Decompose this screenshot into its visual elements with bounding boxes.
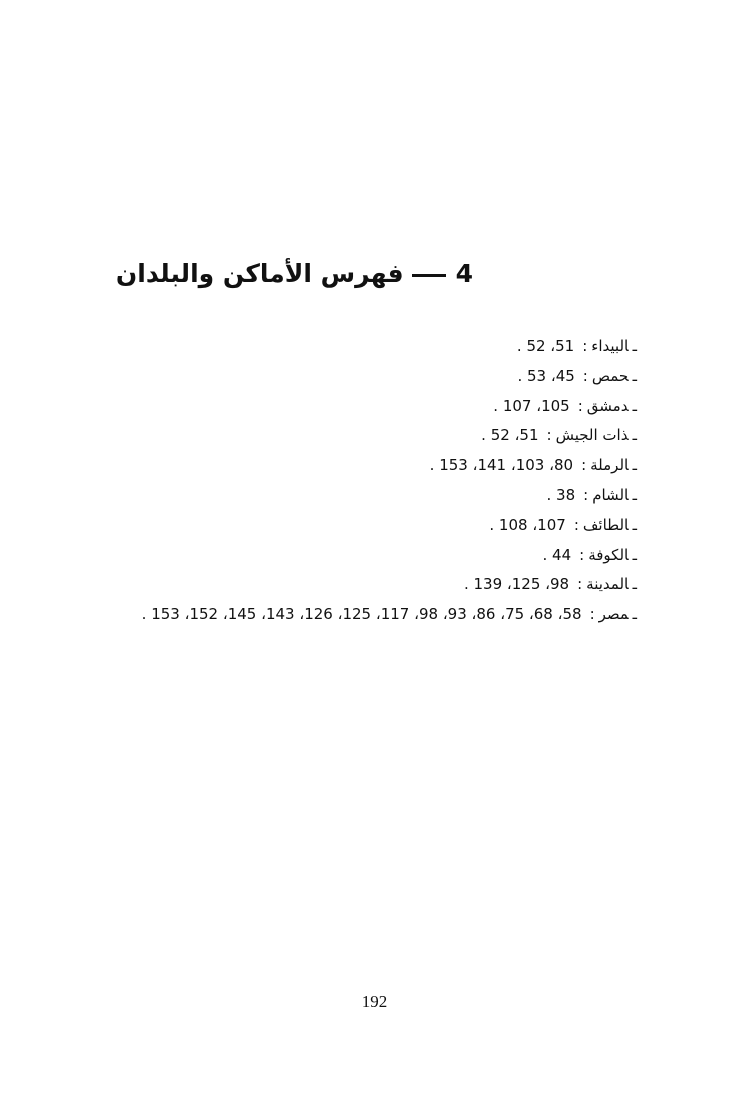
list-item — [142, 421, 637, 451]
entry-pages: 45، 53 . — [517, 366, 575, 385]
entry-bullet: ـ — [632, 545, 637, 564]
entry-pages: 51، 52 . — [481, 426, 539, 445]
entry-colon: : — [582, 337, 588, 355]
list-item — [142, 511, 637, 541]
entry-name: ذات الجيش — [555, 426, 629, 445]
list-item — [142, 332, 637, 362]
entry-pages: 44 . — [542, 545, 572, 564]
entry-pages: 38 . — [546, 485, 576, 504]
entry-name: المدينة — [586, 575, 629, 594]
entry-name: الكوفة — [588, 545, 629, 564]
entry-pages: 51، 52 . — [516, 337, 575, 355]
entry-colon: : — [589, 605, 595, 624]
entry-pages: 58، 68، 75، 86، 93، 98، 117، 125، 126، 143، 145، 152، 153 . — [141, 605, 582, 624]
page-number: 192 — [361, 992, 388, 1011]
list-item — [142, 392, 637, 422]
entry-name: الطائف — [582, 515, 629, 534]
entry-bullet: ـ — [632, 485, 637, 504]
entry-bullet: ـ — [632, 426, 637, 445]
entry-bullet: ـ — [632, 456, 637, 475]
entry-name: الشام — [592, 485, 629, 504]
entry-bullet: ـ — [632, 396, 637, 415]
list-item — [142, 600, 637, 630]
entry-pages: 107، 108 . — [489, 515, 566, 534]
entry-bullet: ـ — [632, 605, 637, 624]
entry-pages: 98، 125، 139 . — [463, 575, 570, 594]
entry-colon: : — [583, 485, 589, 504]
entry-name: الرملة — [590, 456, 629, 475]
entry-name: حمص — [591, 366, 629, 385]
list-item — [142, 481, 637, 511]
entry-name: البيداء — [591, 337, 629, 355]
entry-colon: : — [577, 575, 583, 594]
heading-dash — [412, 274, 446, 277]
entry-colon: : — [577, 396, 583, 415]
list-item — [142, 451, 637, 481]
entry-colon: : — [546, 426, 552, 445]
entry-pages: 80، 103، 141، 153 . — [429, 456, 574, 475]
entry-colon: : — [582, 366, 588, 385]
entry-bullet: ـ — [632, 515, 637, 534]
entry-bullet: ـ — [632, 575, 637, 594]
entry-colon: : — [581, 456, 587, 475]
entry-bullet: ـ — [632, 337, 637, 355]
entry-name: دمشق — [586, 396, 629, 415]
places-index-list — [142, 332, 637, 630]
heading-title: فهرس الأماكن والبلدان — [115, 259, 404, 288]
entry-name: مصر — [598, 605, 629, 624]
entry-bullet: ـ — [632, 366, 637, 385]
entry-colon: : — [579, 545, 585, 564]
list-item — [142, 362, 637, 392]
index-heading — [116, 252, 473, 296]
entry-pages: 105، 107 . — [493, 396, 570, 415]
list-item — [142, 541, 637, 571]
entry-colon: : — [573, 515, 579, 534]
list-item — [142, 570, 637, 600]
heading-number: 4 — [455, 259, 473, 288]
